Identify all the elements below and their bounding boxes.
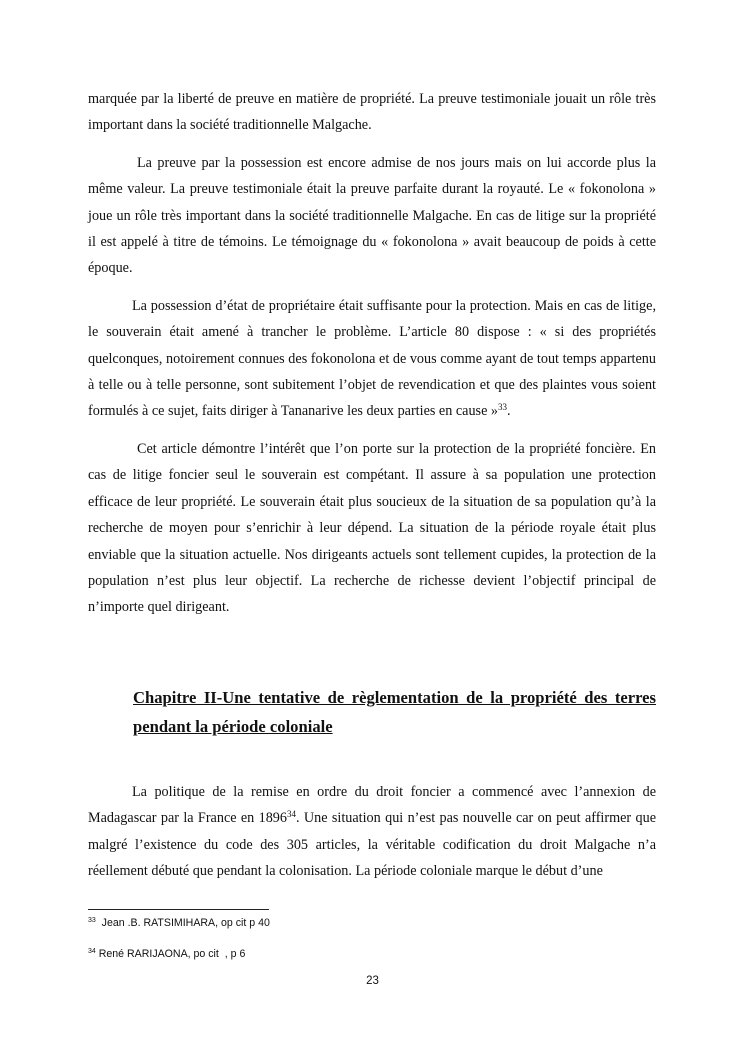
body-text (88, 86, 656, 632)
footnote-text: Jean .B. RATSIMIHARA, op cit p 40 (95, 917, 270, 929)
footnote-33 (88, 917, 270, 929)
chapter-intro (88, 779, 656, 885)
footnote-34 (88, 948, 245, 960)
paragraph-3-text: La possession d’état de propriétaire était suffisante pour la protection. Mais en cas de litige, le souverain était amené à trancher le problème. L’article 80 dispose : « si des propriétés quelconques, notoirement connues des fokonolona et de vous comme ayant de tout temps appartenu à telle ou à telle personne, sont subitement l’objet de revendication et que des plaintes vous soient formulés à ce sujet, faits diriger à Tananarive les deux parties en cause » (88, 297, 656, 420)
paragraph-3 (88, 293, 656, 425)
footnote-ref-34[interactable]: 34 (287, 809, 296, 820)
paragraph-4: Cet article démontre l’intérêt que l’on porte sur la protection de la propriété foncière. En cas de litige foncier seul le souverain est compétant. Il assure à sa population une protection efficace de leur propriété. Le souverain était plus soucieux de la situation de sa population qu’à la recherche de moyen pour s’enrichir à leur dépend. La situation de la période royale était plus enviable que la situation actuelle. Nos dirigeants actuels sont tellement cupides, la protection de la population n’est plus leur objectif. La recherche de richesse devient l’objectif principal de n’importe quel dirigeant. (88, 440, 656, 616)
paragraph-2: La preuve par la possession est encore admise de nos jours mais on lui accorde plus la même valeur. La preuve testimoniale était la preuve parfaite durant la royauté. Le « fokonolona » joue un rôle très important dans la société traditionnelle Malgache. En cas de litige sur la propriété il est appelé à titre de témoins. Le témoignage du « fokonolona » avait beaucoup de poids à cette époque. (88, 154, 656, 277)
paragraph-3-end: . (507, 403, 511, 420)
paragraph-5-rest: . Une situation qui n’est pas nouvelle car on peut affirmer que malgré l’existence du code des 305 articles, la véritable codification du droit Malgache n’a réellement débuté que pendant la colonisation. La période coloniale marque le début d’une (88, 810, 656, 880)
footnote-mark: 33 (88, 917, 96, 924)
footnote-separator (88, 909, 269, 910)
paragraph-1: marquée par la liberté de preuve en matière de propriété. La preuve testimoniale jouait un rôle très important dans la société traditionnelle Malgache. (88, 91, 656, 134)
paragraph-5-start: La politique de la remise en ordre du droit foncier a commencé avec l’annexion de Madagascar par la France en 1896 (88, 784, 656, 827)
footnote-ref-33[interactable]: 33 (498, 402, 508, 413)
paragraph-5 (88, 779, 656, 885)
page-number: 23 (366, 975, 379, 987)
chapter-heading: Chapitre II-Une tentative de règlementation de la propriété des terres pendant la période coloniale (133, 688, 656, 736)
footnote-text: René RARIJAONA, po cit , p 6 (95, 948, 246, 960)
footnote-mark: 34 (88, 948, 96, 955)
